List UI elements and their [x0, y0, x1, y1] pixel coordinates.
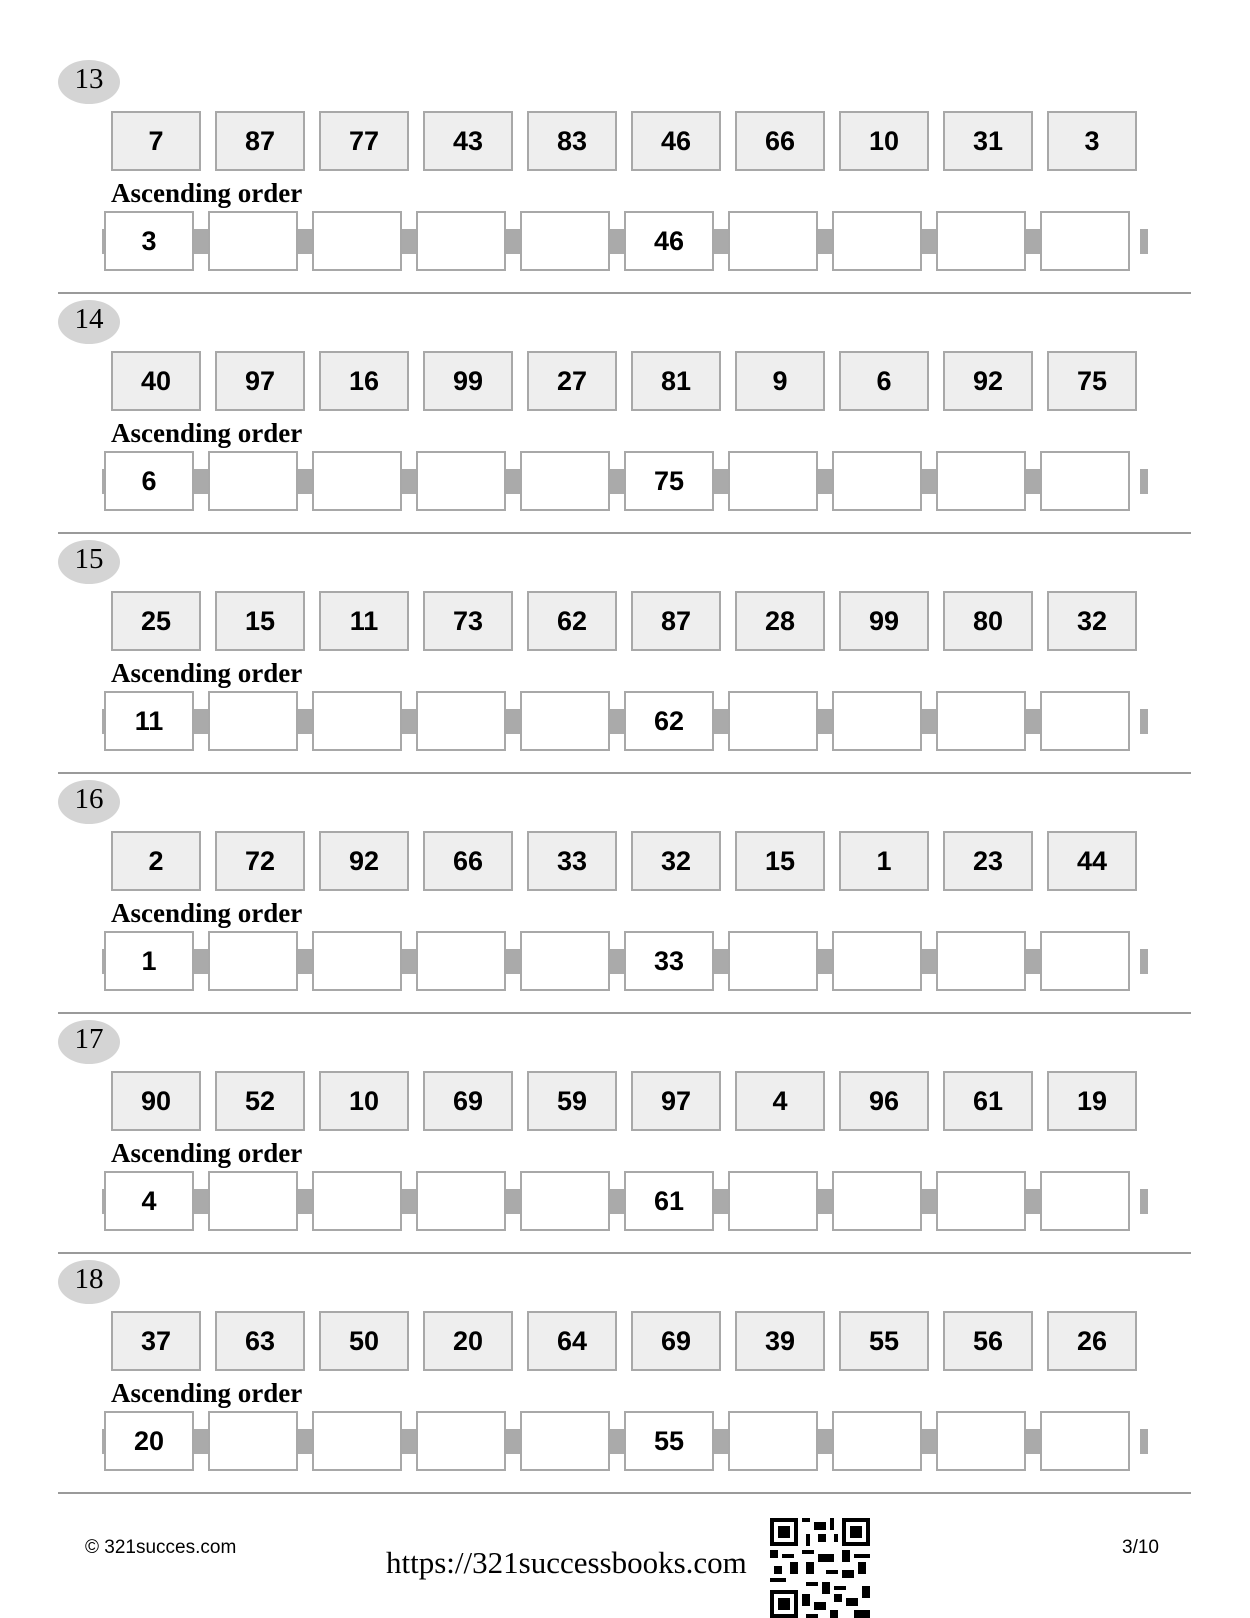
answer-slot-filled: 62	[624, 691, 714, 751]
given-number: 92	[943, 351, 1033, 411]
chain-connector	[506, 1429, 520, 1454]
given-number: 20	[423, 1311, 513, 1371]
given-number: 10	[839, 111, 929, 171]
given-number: 40	[111, 351, 201, 411]
given-number: 81	[631, 351, 721, 411]
chain-connector	[298, 229, 312, 254]
chain-connector	[506, 469, 520, 494]
answer-slot-empty[interactable]	[416, 1411, 506, 1471]
problem-18	[0, 1260, 1250, 1508]
given-numbers-row	[111, 831, 1151, 893]
chain-connector	[922, 709, 936, 734]
given-number: 97	[631, 1071, 721, 1131]
answer-slot-empty[interactable]	[312, 211, 402, 271]
answer-slot-empty[interactable]	[312, 1171, 402, 1231]
chain-connector	[610, 1189, 624, 1214]
answer-slot-filled: 33	[624, 931, 714, 991]
chain-connector	[818, 1189, 832, 1214]
given-number: 15	[215, 591, 305, 651]
given-number: 87	[215, 111, 305, 171]
chain-connector	[506, 709, 520, 734]
answer-chain	[104, 931, 1152, 993]
chain-connector	[506, 1189, 520, 1214]
chain-connector	[194, 229, 208, 254]
problem-number-badge: 13	[58, 60, 120, 104]
answer-chain	[104, 1411, 1152, 1473]
section-divider	[58, 1252, 1191, 1254]
given-number: 32	[1047, 591, 1137, 651]
answer-slot-empty[interactable]	[520, 211, 610, 271]
given-number: 31	[943, 111, 1033, 171]
given-number: 61	[943, 1071, 1033, 1131]
problem-number-badge: 15	[58, 540, 120, 584]
answer-slot-filled: 20	[104, 1411, 194, 1471]
section-divider	[58, 292, 1191, 294]
given-number: 52	[215, 1071, 305, 1131]
answer-slot-filled: 11	[104, 691, 194, 751]
given-number: 69	[631, 1311, 721, 1371]
answer-slot-empty[interactable]	[936, 1171, 1026, 1231]
given-number: 46	[631, 111, 721, 171]
qr-code-icon	[770, 1518, 870, 1618]
chain-connector	[402, 949, 416, 974]
chain-connector	[194, 1189, 208, 1214]
chain-connector	[402, 1429, 416, 1454]
chain-connector	[194, 1429, 208, 1454]
answer-slot-empty[interactable]	[832, 1171, 922, 1231]
answer-slot-empty[interactable]	[728, 1411, 818, 1471]
chain-connector	[1026, 949, 1040, 974]
answer-slot-empty[interactable]	[1040, 211, 1130, 271]
given-number: 25	[111, 591, 201, 651]
answer-slot-empty[interactable]	[1040, 1411, 1130, 1471]
chain-connector	[922, 469, 936, 494]
answer-slot-empty[interactable]	[208, 451, 298, 511]
answer-chain	[104, 451, 1152, 513]
given-number: 62	[527, 591, 617, 651]
answer-slot-empty[interactable]	[416, 691, 506, 751]
chain-connector	[402, 709, 416, 734]
given-number: 99	[839, 591, 929, 651]
answer-slot-empty[interactable]	[520, 1171, 610, 1231]
answer-slot-empty[interactable]	[312, 931, 402, 991]
chain-connector	[818, 469, 832, 494]
given-numbers-row	[111, 111, 1151, 173]
answer-slot-empty[interactable]	[832, 691, 922, 751]
given-number: 2	[111, 831, 201, 891]
ascending-order-label: Ascending order	[111, 178, 303, 208]
answer-slot-empty[interactable]	[520, 931, 610, 991]
given-number: 77	[319, 111, 409, 171]
chain-connector	[818, 229, 832, 254]
given-number: 80	[943, 591, 1033, 651]
answer-slot-empty[interactable]	[520, 691, 610, 751]
page-number: 3/10	[1122, 1537, 1159, 1558]
answer-slot-empty[interactable]	[1040, 691, 1130, 751]
answer-slot-empty[interactable]	[832, 211, 922, 271]
given-number: 50	[319, 1311, 409, 1371]
given-number: 6	[839, 351, 929, 411]
given-number: 39	[735, 1311, 825, 1371]
answer-slot-empty[interactable]	[728, 691, 818, 751]
chain-connector	[922, 1189, 936, 1214]
chain-connector	[506, 949, 520, 974]
given-number: 75	[1047, 351, 1137, 411]
given-number: 23	[943, 831, 1033, 891]
given-number: 9	[735, 351, 825, 411]
given-number: 55	[839, 1311, 929, 1371]
chain-connector	[1026, 229, 1040, 254]
chain-connector	[818, 1429, 832, 1454]
answer-slot-empty[interactable]	[416, 1171, 506, 1231]
given-number: 83	[527, 111, 617, 171]
given-number: 1	[839, 831, 929, 891]
answer-slot-filled: 46	[624, 211, 714, 271]
chain-connector	[922, 1429, 936, 1454]
chain-connector	[1140, 469, 1148, 494]
chain-connector	[298, 1189, 312, 1214]
problem-16	[0, 780, 1250, 1028]
given-numbers-row	[111, 591, 1151, 653]
chain-connector	[1140, 709, 1148, 734]
problem-number-badge: 16	[58, 780, 120, 824]
footer-copyright: © 321succes.com	[85, 1537, 237, 1558]
chain-connector	[714, 1189, 728, 1214]
given-number: 3	[1047, 111, 1137, 171]
chain-connector	[922, 949, 936, 974]
given-number: 87	[631, 591, 721, 651]
answer-slot-empty[interactable]	[520, 1411, 610, 1471]
problem-15	[0, 540, 1250, 788]
given-number: 56	[943, 1311, 1033, 1371]
given-number: 28	[735, 591, 825, 651]
answer-slot-empty[interactable]	[1040, 1171, 1130, 1231]
given-number: 10	[319, 1071, 409, 1131]
given-number: 96	[839, 1071, 929, 1131]
chain-connector	[402, 1189, 416, 1214]
problem-number-badge: 17	[58, 1020, 120, 1064]
answer-slot-empty[interactable]	[208, 211, 298, 271]
given-number: 11	[319, 591, 409, 651]
answer-slot-empty[interactable]	[936, 1411, 1026, 1471]
given-number: 16	[319, 351, 409, 411]
given-number: 99	[423, 351, 513, 411]
answer-slot-empty[interactable]	[728, 1171, 818, 1231]
chain-connector	[610, 469, 624, 494]
given-number: 66	[423, 831, 513, 891]
given-number: 66	[735, 111, 825, 171]
answer-slot-filled: 6	[104, 451, 194, 511]
given-number: 15	[735, 831, 825, 891]
answer-slot-empty[interactable]	[208, 1171, 298, 1231]
answer-slot-filled: 3	[104, 211, 194, 271]
given-number: 72	[215, 831, 305, 891]
chain-connector	[1026, 1429, 1040, 1454]
given-numbers-row	[111, 1071, 1151, 1133]
given-number: 59	[527, 1071, 617, 1131]
given-number: 63	[215, 1311, 305, 1371]
chain-connector	[194, 949, 208, 974]
chain-connector	[818, 949, 832, 974]
given-number: 43	[423, 111, 513, 171]
chain-connector	[922, 229, 936, 254]
given-number: 37	[111, 1311, 201, 1371]
given-number: 19	[1047, 1071, 1137, 1131]
ascending-order-label: Ascending order	[111, 658, 303, 688]
chain-connector	[610, 1429, 624, 1454]
ascending-order-label: Ascending order	[111, 1138, 303, 1168]
given-number: 4	[735, 1071, 825, 1131]
answer-slot-empty[interactable]	[208, 691, 298, 751]
section-divider	[58, 1492, 1191, 1494]
section-divider	[58, 532, 1191, 534]
given-numbers-row	[111, 1311, 1151, 1373]
problem-number-badge: 18	[58, 1260, 120, 1304]
answer-chain	[104, 1171, 1152, 1233]
chain-connector	[714, 709, 728, 734]
answer-slot-empty[interactable]	[832, 931, 922, 991]
section-divider	[58, 1012, 1191, 1014]
chain-connector	[298, 709, 312, 734]
given-number: 92	[319, 831, 409, 891]
problem-number-badge: 14	[58, 300, 120, 344]
chain-connector	[1140, 949, 1148, 974]
answer-slot-empty[interactable]	[520, 451, 610, 511]
chain-connector	[818, 709, 832, 734]
chain-connector	[194, 709, 208, 734]
answer-slot-filled: 4	[104, 1171, 194, 1231]
chain-connector	[402, 229, 416, 254]
answer-slot-filled: 75	[624, 451, 714, 511]
problem-14	[0, 300, 1250, 548]
ascending-order-label: Ascending order	[111, 898, 303, 928]
answer-slot-empty[interactable]	[416, 451, 506, 511]
answer-slot-empty[interactable]	[416, 211, 506, 271]
answer-chain	[104, 691, 1152, 753]
given-number: 26	[1047, 1311, 1137, 1371]
chain-connector	[298, 1429, 312, 1454]
chain-connector	[610, 709, 624, 734]
footer-url[interactable]: https://321successbooks.com	[386, 1545, 747, 1580]
answer-slot-empty[interactable]	[728, 451, 818, 511]
chain-connector	[1140, 1429, 1148, 1454]
answer-slot-empty[interactable]	[728, 211, 818, 271]
chain-connector	[506, 229, 520, 254]
answer-slot-filled: 61	[624, 1171, 714, 1231]
chain-connector	[298, 469, 312, 494]
given-number: 33	[527, 831, 617, 891]
answer-slot-filled: 55	[624, 1411, 714, 1471]
given-number: 7	[111, 111, 201, 171]
answer-slot-empty[interactable]	[312, 691, 402, 751]
chain-connector	[714, 469, 728, 494]
given-number: 27	[527, 351, 617, 411]
given-number: 90	[111, 1071, 201, 1131]
given-number: 73	[423, 591, 513, 651]
chain-connector	[1140, 1189, 1148, 1214]
chain-connector	[1026, 469, 1040, 494]
ascending-order-label: Ascending order	[111, 418, 303, 448]
chain-connector	[298, 949, 312, 974]
given-number: 44	[1047, 831, 1137, 891]
given-numbers-row	[111, 351, 1151, 413]
problem-17	[0, 1020, 1250, 1268]
chain-connector	[194, 469, 208, 494]
chain-connector	[402, 469, 416, 494]
chain-connector	[610, 229, 624, 254]
chain-connector	[1026, 1189, 1040, 1214]
ascending-order-label: Ascending order	[111, 1378, 303, 1408]
answer-slot-empty[interactable]	[208, 931, 298, 991]
chain-connector	[610, 949, 624, 974]
answer-slot-empty[interactable]	[312, 1411, 402, 1471]
answer-chain	[104, 211, 1152, 273]
answer-slot-empty[interactable]	[936, 691, 1026, 751]
answer-slot-empty[interactable]	[312, 451, 402, 511]
answer-slot-empty[interactable]	[936, 931, 1026, 991]
answer-slot-empty[interactable]	[208, 1411, 298, 1471]
answer-slot-empty[interactable]	[1040, 451, 1130, 511]
chain-connector	[1026, 709, 1040, 734]
answer-slot-empty[interactable]	[416, 931, 506, 991]
answer-slot-empty[interactable]	[1040, 931, 1130, 991]
chain-connector	[714, 229, 728, 254]
given-number: 32	[631, 831, 721, 891]
chain-connector	[714, 1429, 728, 1454]
answer-slot-empty[interactable]	[728, 931, 818, 991]
given-number: 97	[215, 351, 305, 411]
answer-slot-filled: 1	[104, 931, 194, 991]
answer-slot-empty[interactable]	[832, 451, 922, 511]
answer-slot-empty[interactable]	[832, 1411, 922, 1471]
section-divider	[58, 772, 1191, 774]
given-number: 69	[423, 1071, 513, 1131]
answer-slot-empty[interactable]	[936, 211, 1026, 271]
chain-connector	[714, 949, 728, 974]
answer-slot-empty[interactable]	[936, 451, 1026, 511]
chain-connector	[1140, 229, 1148, 254]
problem-13	[0, 60, 1250, 308]
given-number: 64	[527, 1311, 617, 1371]
